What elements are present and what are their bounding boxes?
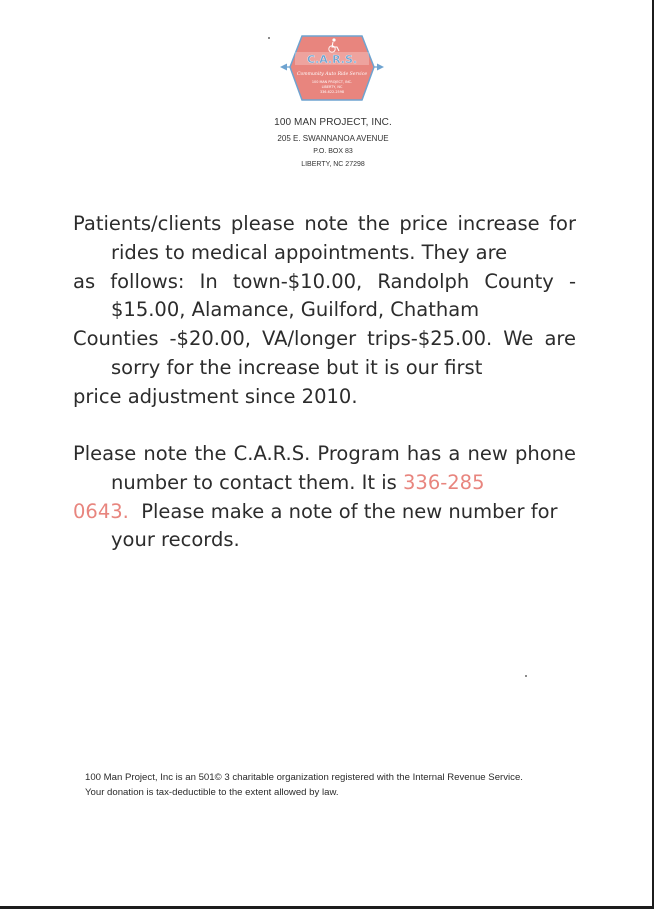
paragraph-line: sorry for the increase but it is our first — [111, 355, 483, 379]
footer-disclaimer — [85, 771, 605, 800]
paragraph-line: $15.00, Alamance, Guilford, Chatham — [111, 298, 480, 322]
note-text: Please make a note of the new number for — [128, 499, 558, 523]
phone-intro-text: number to contact them. It is — [111, 470, 404, 494]
paragraph-line: Patients/clients please note the price increase for — [73, 212, 576, 235]
new-phone-paragraph — [73, 440, 576, 555]
letterhead-street: 205 E. SWANNANOA AVENUE — [277, 134, 389, 143]
paragraph-line — [73, 469, 576, 498]
logo-small-line-1: 100 MAN PROJECT, INC. — [311, 80, 353, 84]
letterhead-city: LIBERTY, NC 27298 — [301, 161, 365, 168]
phone-number-part-1: 336-285 — [403, 470, 485, 494]
cars-logo — [280, 30, 384, 108]
logo-small-line-3: 336-622-2598 — [319, 90, 345, 94]
phone-number-part-2: 0643. — [73, 499, 129, 523]
paragraph-line — [73, 498, 576, 527]
letterhead-po-box: P.O. BOX 83 — [313, 148, 353, 155]
logo-small-line-2: LIBERTY, NC — [321, 85, 343, 89]
paragraph-line: rides to medical appointments. They are — [111, 240, 508, 264]
footer-line: 100 Man Project, Inc is an 501© 3 charitable organization registered with the Internal Revenue Service. — [85, 772, 523, 783]
scan-speck — [525, 675, 527, 677]
price-increase-paragraph — [73, 210, 576, 412]
logo-name: C.A.R.S. — [306, 53, 358, 66]
paragraph-line: as follows: In town-$10.00, Randolph County - — [73, 269, 576, 293]
paragraph-line: Please note the C.A.R.S. Program has a new phone — [73, 442, 576, 465]
footer-line: Your donation is tax-deductible to the extent allowed by law. — [85, 786, 339, 798]
paragraph-line: your records. — [111, 528, 240, 552]
letterhead-organization: 100 MAN PROJECT, INC. — [274, 117, 392, 128]
paragraph-line: price adjustment since 2010. — [73, 384, 358, 408]
logo-tagline: Community Auto Ride Service — [296, 72, 368, 77]
scan-speck — [268, 37, 270, 39]
paragraph-line: Counties -$20.00, VA/longer trips-$25.00. We are — [73, 327, 576, 351]
